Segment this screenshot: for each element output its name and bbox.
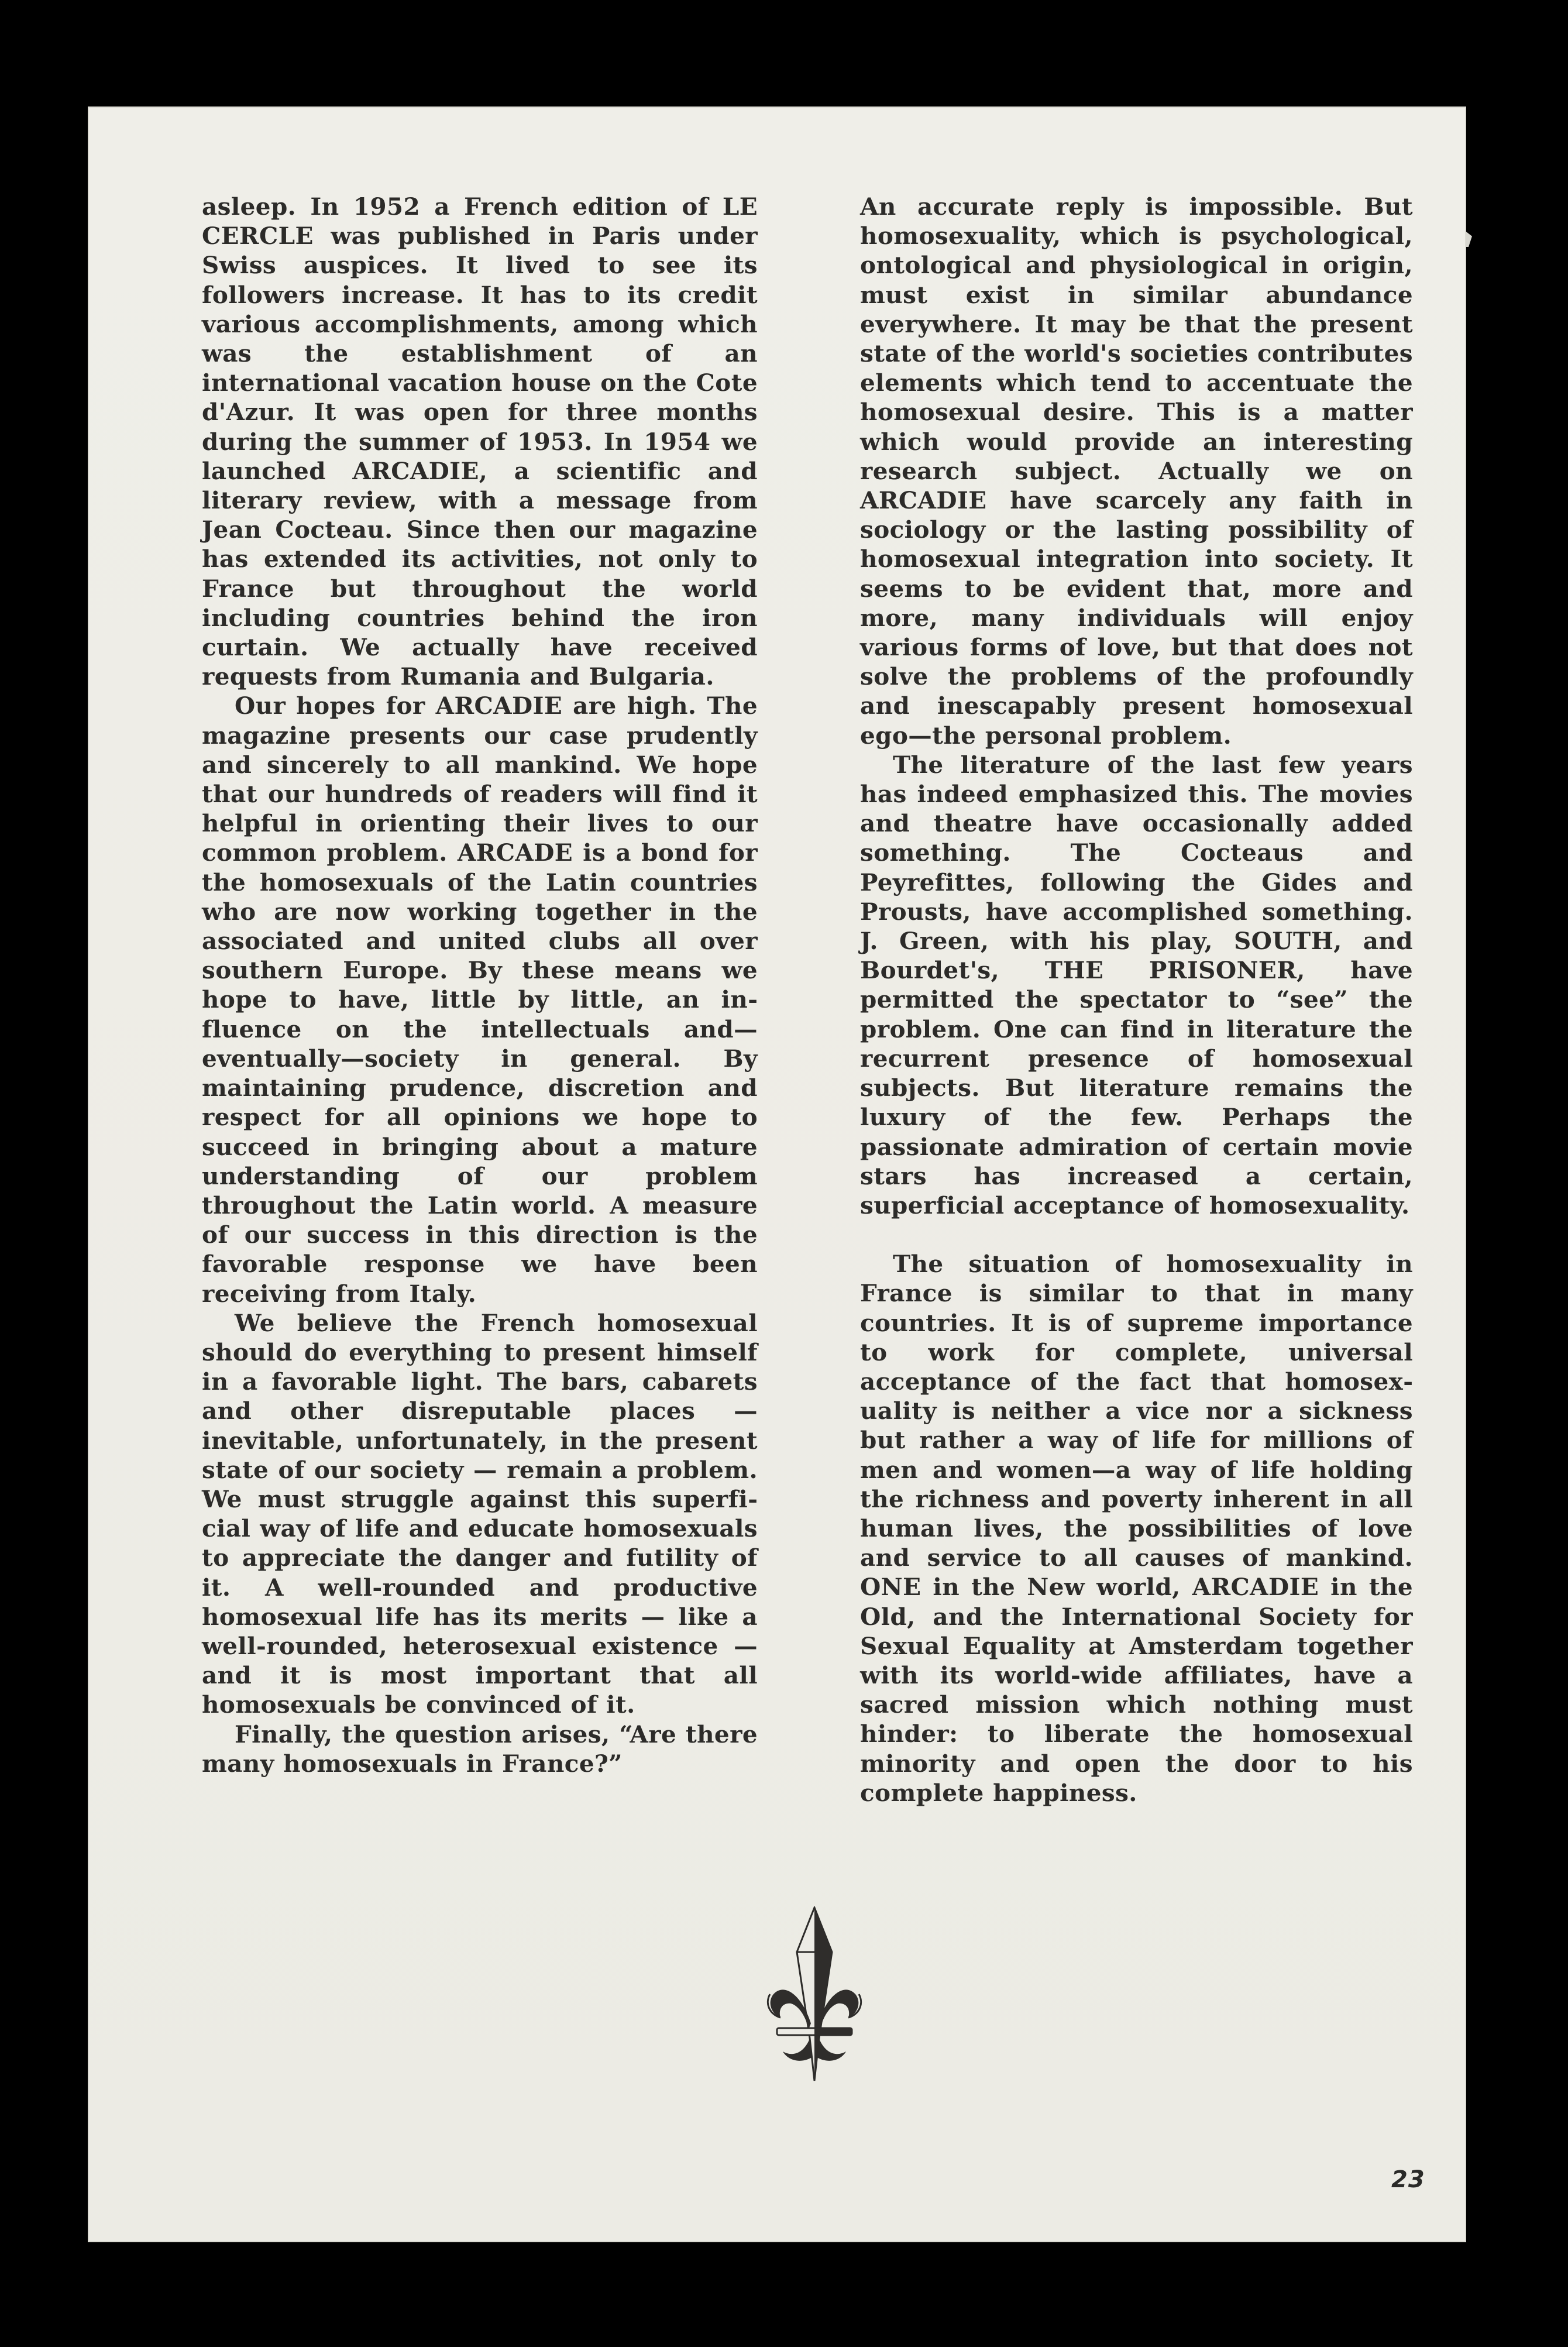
paper-edge-tear — [1466, 232, 1472, 247]
magazine-page — [88, 106, 1466, 2242]
page-number: 23 — [1391, 2166, 1425, 2193]
paragraph: The situation of homosexuality in France is similar to that in many countries. It is of supreme importance to work for complete, universal acceptance of the fact that homosexuality is neither a vice nor a sickness but rather a way of life for millions of men and women—a way of life holding the richness and poverty inherent in all human lives, the possibilities of love and service to all causes of mankind. ONE in the New world, ARCADIE in the Old, and the International Society for Sexual Equality at Amsterdam together with its world-wide affiliates, have a sacred mission which nothing must hinder: to liberate the homosexual minority and open the door to his complete happiness. — [860, 1250, 1413, 1807]
fleur-de-lis-icon — [761, 1906, 866, 2094]
paragraph: asleep. In 1952 a French edition of LE CERCLE was published in Paris under Swiss auspices. It lived to see its followers increase. It has to its credit various accomplishments, among which was the establishment of an international vacation house on the Cote d'Azur. It was open for three months during the summer of 1953. In 1954 we launched ARCADIE, a scientific and literary review, with a message from Jean Cocteau. Since then our magazine has extended its activities, not only to France but throughout the world including countries behind the iron curtain. We actually have received requests from Rumania and Bulgaria. — [202, 193, 758, 691]
paragraph: We believe the French homosexual should do everything to present himself in a favorable light. The bars, cabarets and other disreputable places — inevitable, unfortunately, in the present state of our society — remain a problem. We must struggle against this superficial way of life and educate homosexuals to appreciate the danger and futility of it. A well-rounded and productive homosexual life has its merits — like a well-rounded, heterosexual existence — and it is most important that all homosexuals be convinced of it. — [202, 1308, 758, 1719]
paragraph: An accurate reply is impossible. But homosexuality, which is psychological, ontological and physiological in origin, must exist in similar abundance everywhere. It may be that the present state of the world's societies contributes elements which tend to accentuate the homosexual desire. This is a matter which would provide an interesting research subject. Actually we on ARCADIE have scarcely any faith in sociology or the lasting possibility of homosexual integration into society. It seems to be evident that, more and more, many individuals will enjoy various forms of love, but that does not solve the problems of the profoundly and inescapably present homosexual ego—the personal problem. — [860, 193, 1413, 750]
right-text-column — [860, 192, 1413, 1808]
paragraph: Finally, the question arises, “Are there many homosexuals in France?” — [202, 1720, 758, 1778]
paragraph: Our hopes for ARCADIE are high. The magazine presents our case prudently and sincerely to all mankind. We hope that our hundreds of readers will find it helpful in orienting their lives to our common problem. ARCADE is a bond for the homosexuals of the Latin countries who are now working together in the associated and united clubs all over southern Europe. By these means we hope to have, little by little, an influence on the intellectuals and—eventually—society in general. By maintaining prudence, discretion and respect for all opinions we hope to succeed in bringing about a mature understanding of our problem throughout the Latin world. A measure of our success in this direction is the favorable response we have been receiving from Italy. — [202, 692, 758, 1308]
paragraph: The literature of the last few years has indeed emphasized this. The movies and theatre have occasionally added something. The Cocteaus and Peyrefittes, following the Gides and Prousts, have accomplished something. J. Green, with his play, SOUTH, and Bourdet's, THE PRISONER, have permitted the spectator to “see” the problem. One can find in literature the recurrent presence of homosexual subjects. But literature remains the luxury of the few. Perhaps the passionate admiration of certain movie stars has increased a certain, superficial acceptance of homosexuality. — [860, 750, 1413, 1219]
left-text-column — [202, 192, 758, 1778]
